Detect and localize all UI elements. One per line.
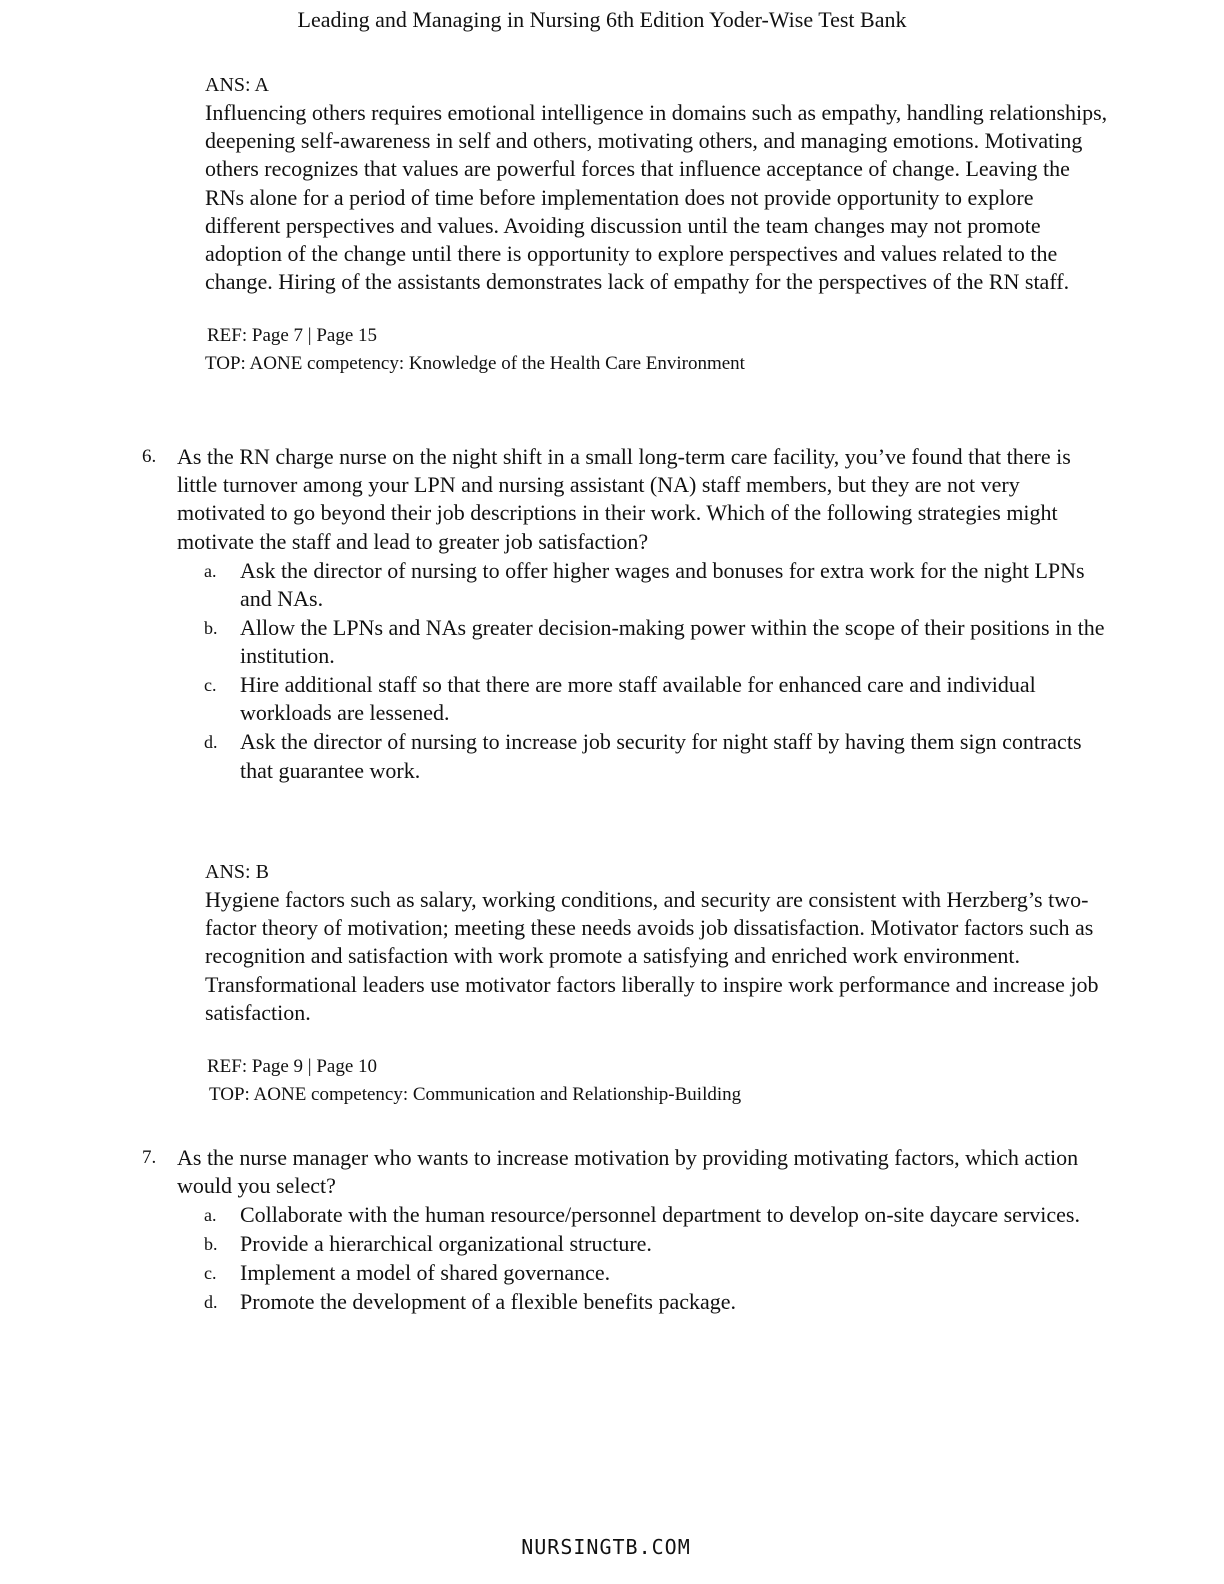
option-text: Ask the director of nursing to offer higher wages and bonuses for extra work for the night LPNs and NAs. bbox=[240, 557, 1085, 612]
reference-line: REF: Page 7 | Page 15 bbox=[207, 325, 378, 347]
topic-line: TOP: AONE competency: Communication and Relationship-Building bbox=[209, 1084, 742, 1106]
answer-option bbox=[204, 557, 1112, 613]
answer-option bbox=[204, 728, 1112, 784]
answer-options bbox=[204, 1201, 1112, 1316]
option-text: Promote the development of a flexible benefits package. bbox=[240, 1289, 737, 1315]
question-stem: As the RN charge nurse on the night shift in a small long-term care facility, you’ve found that there is little turnover among your LPN and nursing assistant (NA) staff members, but they are not very motivated to go beyond their job descriptions in their work. Which of the following strategies might motivate the staff and lead to greater job satisfaction? bbox=[177, 444, 1071, 554]
option-letter: d. bbox=[204, 732, 218, 753]
option-letter: a. bbox=[204, 560, 217, 581]
answer-rationale: Hygiene factors such as salary, working conditions, and security are consistent with Herzberg’s two-factor theory of motivation; meeting these needs avoids job dissatisfaction. Motivator factors such as recognition and satisfaction with work promote a satisfying and enriched work environment. Transformational leaders use motivator factors liberally to inspire work performance and increase job satisfaction. bbox=[205, 887, 1099, 1025]
option-letter: c. bbox=[204, 1263, 217, 1284]
option-text: Allow the LPNs and NAs greater decision-making power within the scope of their positions in the institution. bbox=[240, 615, 1105, 669]
question-6 bbox=[142, 443, 1112, 786]
answer-key: ANS: B bbox=[205, 861, 269, 883]
answer-option bbox=[204, 614, 1112, 670]
question-number: 7. bbox=[142, 1147, 157, 1168]
option-text: Hire additional staff so that there are more staff available for enhanced care and individual workloads are lessened. bbox=[240, 672, 1036, 726]
option-letter: b. bbox=[204, 1234, 218, 1255]
option-text: Ask the director of nursing to increase job security for night staff by having them sign contracts that guarantee work. bbox=[240, 729, 1082, 783]
option-letter: a. bbox=[204, 1205, 217, 1226]
option-text: Implement a model of shared governance. bbox=[240, 1260, 611, 1286]
answer-option bbox=[204, 1201, 1112, 1229]
document-header: Leading and Managing in Nursing 6th Edition Yoder-Wise Test Bank bbox=[297, 7, 907, 32]
answer-block-question-5 bbox=[205, 71, 1110, 378]
topic-line: TOP: AONE competency: Knowledge of the Health Care Environment bbox=[205, 353, 745, 375]
option-letter: b. bbox=[204, 618, 218, 639]
answer-options bbox=[204, 557, 1112, 785]
question-number: 6. bbox=[142, 446, 157, 467]
option-text: Provide a hierarchical organizational structure. bbox=[240, 1231, 652, 1257]
answer-option bbox=[204, 1259, 1112, 1287]
question-stem: As the nurse manager who wants to increase motivation by providing motivating factors, which action would you select? bbox=[177, 1145, 1079, 1199]
answer-key: ANS: A bbox=[205, 74, 269, 96]
option-letter: d. bbox=[204, 1292, 218, 1313]
site-watermark-footer: NURSINGTB.COM bbox=[521, 1535, 691, 1559]
answer-option bbox=[204, 671, 1112, 727]
reference-line: REF: Page 9 | Page 10 bbox=[207, 1056, 378, 1078]
option-letter: c. bbox=[204, 675, 217, 696]
answer-rationale: Influencing others requires emotional intelligence in domains such as empathy, handling relationships, deepening self-awareness in self and others, motivating others, and managing emotions. Motivating others recognizes that values are powerful forces that influence acceptance of change. Leaving the RNs alone for a period of time before implementation does not provide opportunity to explore different perspectives and values. Avoiding discussion until the team changes may not promote adoption of the change until there is opportunity to explore perspectives and values related to the change. Hiring of the assistants demonstrates lack of empathy for the perspectives of the RN staff. bbox=[205, 100, 1108, 295]
answer-option bbox=[204, 1230, 1112, 1258]
answer-block-question-6 bbox=[205, 858, 1110, 1109]
answer-option bbox=[204, 1288, 1112, 1316]
question-7 bbox=[142, 1144, 1112, 1317]
option-text: Collaborate with the human resource/personnel department to develop on-site daycare services. bbox=[240, 1202, 1080, 1228]
